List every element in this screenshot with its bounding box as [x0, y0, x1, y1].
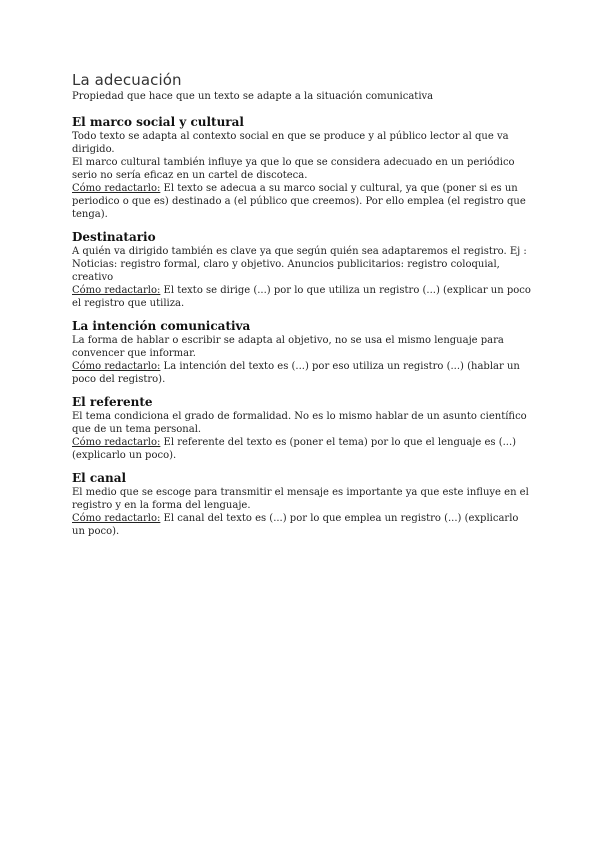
section-paragraph: La forma de hablar o escribir se adapta al objetivo, no se usa el mismo lenguaje para convencer que informar. [72, 335, 504, 359]
section-heading: El marco social y cultural [72, 115, 244, 129]
section-heading: La intención comunicativa [72, 319, 251, 333]
section-canal [72, 471, 532, 538]
howto-paragraph [72, 360, 532, 386]
document-page [72, 70, 532, 547]
howto-text: El referente del texto es (poner el tema) por lo que el lenguaje es (...) (explicarlo un poco). [72, 437, 517, 461]
howto-text: El texto se adecua a su marco social y cultural, ya que (poner si es un periodico o que es) destinado a (el público que creemos). Por ello emplea (el registro que tenga). [72, 183, 526, 220]
document-title: La adecuación [72, 71, 182, 89]
section-heading: Destinatario [72, 230, 156, 244]
section-intencion [72, 319, 532, 386]
howto-paragraph [72, 284, 532, 310]
section-referente [72, 395, 532, 462]
howto-paragraph [72, 436, 532, 462]
section-paragraph: El tema condiciona el grado de formalidad. No es lo mismo hablar de un asunto científico que de un tema personal. [72, 411, 527, 435]
section-paragraph: El marco cultural también influye ya que lo que se considera adecuado en un periódico serio no sería eficaz en un cartel de discoteca. [72, 157, 515, 181]
section-paragraph: Todo texto se adapta al contexto social en que se produce y al público lector al que va dirigido. [72, 131, 509, 155]
section-destinatario [72, 230, 532, 310]
howto-label: Cómo redactarlo: [72, 183, 161, 194]
howto-text: El texto se dirige (...) por lo que utiliza un registro (...) (explicar un poco el registro que utiliza. [72, 285, 531, 309]
section-heading: El canal [72, 471, 127, 485]
section-heading: El referente [72, 395, 153, 409]
howto-text: El canal del texto es (...) por lo que emplea un registro (...) (explicarlo un poco). [72, 513, 519, 537]
howto-label: Cómo redactarlo: [72, 285, 161, 296]
document-subtitle: Propiedad que hace que un texto se adapte a la situación comunicativa [72, 91, 434, 102]
howto-label: Cómo redactarlo: [72, 513, 161, 524]
howto-paragraph [72, 182, 532, 221]
howto-text: La intención del texto es (...) por eso utiliza un registro (...) (hablar un poco del registro). [72, 361, 520, 385]
section-paragraph: A quién va dirigido también es clave ya que según quién sea adaptaremos el registro. Ej : Noticias: registro formal, claro y objetivo. Anuncios publicitarios: registro coloquial, creativo [72, 246, 527, 283]
section-paragraph: El medio que se escoge para transmitir el mensaje es importante ya que este influye en el registro y en la forma del lenguaje. [72, 487, 529, 511]
section-marco-social [72, 115, 532, 221]
howto-label: Cómo redactarlo: [72, 437, 161, 448]
howto-paragraph [72, 512, 532, 538]
howto-label: Cómo redactarlo: [72, 361, 161, 372]
